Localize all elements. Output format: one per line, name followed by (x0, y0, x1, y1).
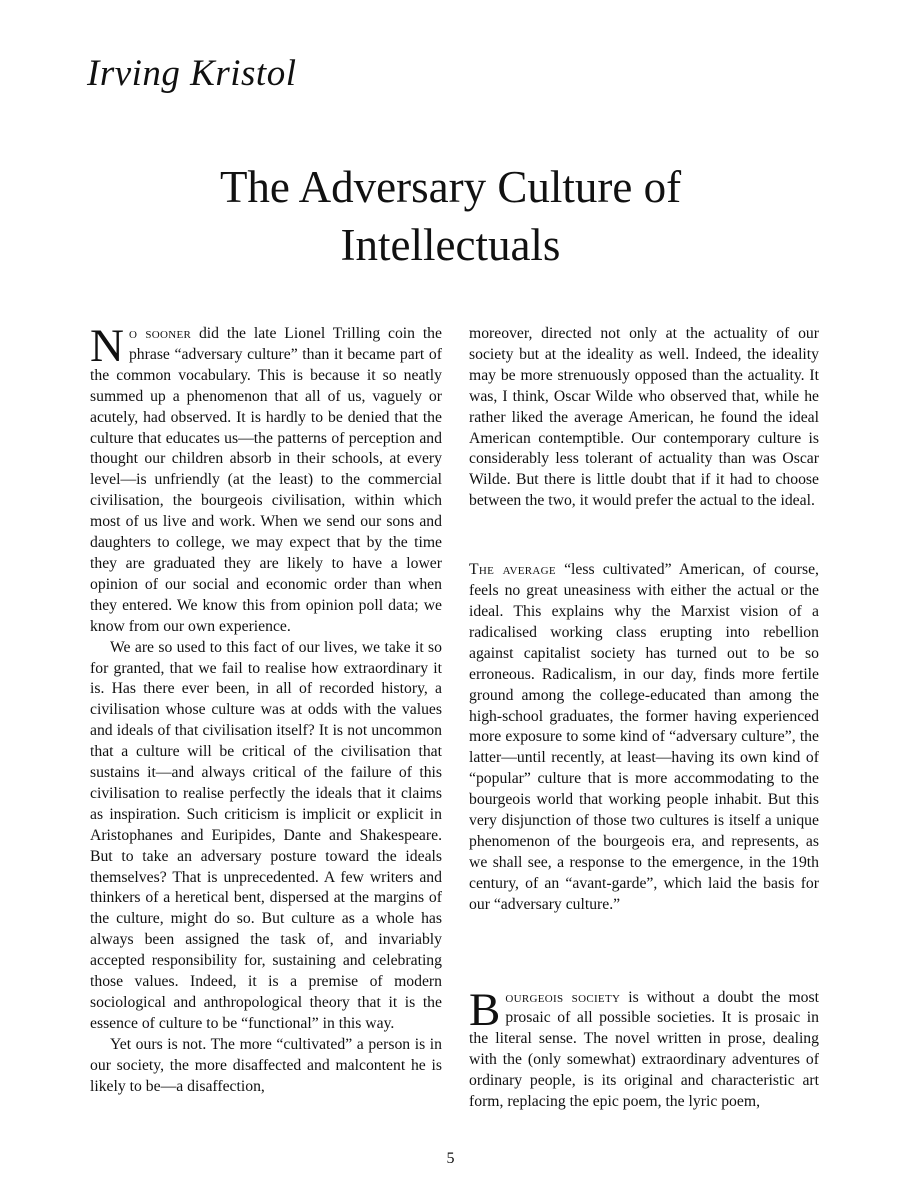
right-paragraph-3 (469, 983, 819, 1113)
right-paragraph-2-text: “less cultivated” American, of course, feels no great uneasiness with either the actual or the ideal. This explains why the Marxist vision of a radicalised working class erupting into rebellion against capitalist society has turned out to be so erroneous. Radicalism, in our day, finds more fertile ground among the college-educated than among the high-school graduates, the former having experienced more exposure to some kind of “adversary culture”, the latter—until recently, at least—having its own kind of “popular” culture that is more accommodating to the bourgeois world that working people inhabit. But this very disjunction of those two cultures is itself a unique phenomenon of the bourgeois era, and represents, as we shall see, a response to the emergence, in the 19th century, of an “avant-garde”, which laid the basis for our “adversary culture.” (469, 561, 819, 913)
left-paragraph-2: We are so used to this fact of our lives, we take it so for granted, that we fail to realise how extraordinary it is. Has there ever been, in all of recorded history, a civilisation whose culture was at odds with the values and ideals of that civilisation itself? It is not uncommon that a culture will be critical of the civilisation that sustains it—and always critical of the failure of this civilisation to realise perfectly the ideals that it claims as inspiration. Such criticism is implicit or explicit in Aristophanes and Euripides, Dante and Shakespeare. But to take an adversary posture toward the ideals themselves? That is unprecedented. A few writers and thinkers of a heretical bent, dispersed at the margins of the culture, might do so. But culture as a whole has always been assigned the task of, and invariably accepted responsibility for, sustaining and celebrating those values. Indeed, it is a premise of modern sociological and anthropological theory that it is the essence of culture to be “functional” in this way. (90, 638, 442, 1032)
section-lead-in-smallcaps: The average (469, 561, 556, 579)
right-column (469, 324, 819, 1113)
page-number: 5 (446, 1150, 455, 1167)
section-lead-in-smallcaps-2: ourgeois society (505, 988, 621, 1006)
left-paragraph-1-text: did the late Lionel Trilling coin the phrase “adversary culture” than it became part of the common vocabulary. This is because it so neatly summed up a phenomenon that all of us, vaguely or acutely, had observed. It is hardly to be denied that the culture that educates us—the patterns of perception and thought our children absorb in their schools, at every level—is unfriendly (at the least) to the commercial civilisation, the bourgeois civilisation, within which most of us live and work. When we send our sons and daughters to college, we may expect that by the time they are graduated they are likely to have a lower opinion of our social and economic order than when they entered. We know this from opinion poll data; we know from our own experience. (90, 325, 442, 635)
article-title (0, 158, 901, 274)
left-paragraph-1 (90, 320, 442, 638)
title-line-1: The Adversary Culture of (219, 162, 682, 212)
left-column (90, 320, 442, 1098)
author-name: Irving Kristol (87, 53, 297, 94)
title-line-2: Intellectuals (340, 220, 561, 270)
left-paragraph-3: Yet ours is not. The more “cultivated” a person is in our society, the more disaffected and malcontent he is likely to be—a disaffection, (90, 1035, 442, 1095)
lead-in-smallcaps: o sooner (128, 325, 192, 342)
right-paragraph-1: moreover, directed not only at the actuality of our society but at the ideality as well. Indeed, the ideality may be more strenuously opposed than the actuality. It was, I think, Oscar Wilde who observed that, while he rather liked the average American, he found the ideal American contemptible. Our contemporary culture is considerably less tolerant of actuality than was Oscar Wilde. But there is little doubt that if it had to choose between the two, it would prefer the actual to the ideal. (469, 325, 819, 510)
drop-cap-b: B (469, 983, 501, 1036)
right-paragraph-3-text: is without a doubt the most prosaic of all possible societies. It is prosaic in the literal sense. The novel written in prose, dealing with the (only somewhat) extraordinary adventures of ordinary people, is its original and characteristic art form, replacing the epic poem, the lyric poem, (469, 988, 819, 1111)
drop-cap-n: N (90, 320, 124, 372)
right-paragraph-2 (469, 560, 819, 915)
